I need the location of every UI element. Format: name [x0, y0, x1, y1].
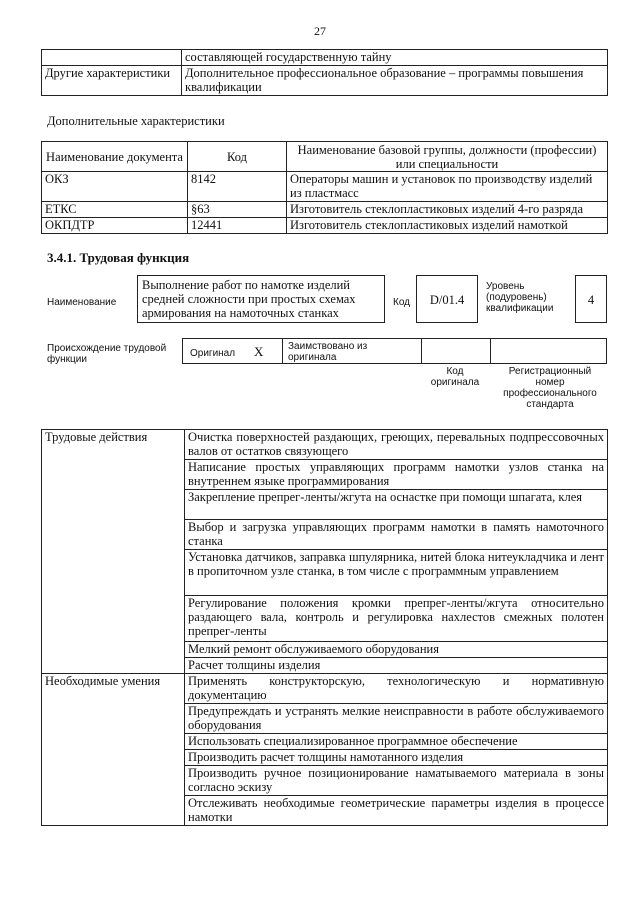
skills-label: Необходимые умения — [42, 674, 185, 826]
skill-item: Производить расчет толщины намотанного изделия — [185, 750, 608, 766]
code-original-caption: Код оригинала — [430, 366, 480, 388]
doc-cell: Изготовитель стеклопластиковых изделий 4-го разряда — [287, 202, 608, 218]
doc-header-name: Наименование документа — [42, 142, 188, 172]
doc-header-code: Код — [188, 142, 287, 172]
origin-divider-3 — [490, 338, 491, 364]
top-row-value: составляющей государственную тайну — [182, 50, 608, 66]
origin-divider-1 — [282, 338, 283, 364]
function-code-label: Код — [393, 297, 411, 308]
origin-label: Происхождение трудовой функции — [47, 343, 167, 365]
level-value: 4 — [587, 293, 595, 307]
other-characteristics-label: Другие характеристики — [42, 66, 182, 96]
level-box — [575, 275, 607, 323]
doc-cell: §63 — [188, 202, 287, 218]
skill-item: Применять конструкторскую, технологическую и нормативную документацию — [185, 674, 608, 704]
doc-cell: 12441 — [188, 218, 287, 234]
level-label: Уровень (подуровень) квалификации — [486, 281, 554, 314]
labor-action: Установка датчиков, заправка шпулярника, нитей блока нитеукладчика и лент в пропиточном узле станка, в том числе с программным управлением — [185, 550, 608, 596]
section-title: 3.4.1. Трудовая функция — [47, 250, 190, 265]
page-number: 27 — [314, 24, 326, 38]
doc-cell: ЕТКС — [42, 202, 188, 218]
function-name-label: Наименование — [47, 297, 117, 308]
labor-action: Расчет толщины изделия — [185, 658, 608, 674]
reg-number-caption: Регистрационный номер профессионального стандарта — [503, 366, 597, 410]
doc-header-group: Наименование базовой группы, должности (профессии) или специальности — [287, 142, 608, 172]
doc-cell: ОКЗ — [42, 172, 188, 202]
documents-table — [41, 141, 608, 234]
origin-divider-2 — [421, 338, 422, 364]
borrowed-label: Заимствовано из оригинала — [288, 341, 368, 363]
function-name-box — [137, 275, 385, 323]
doc-cell: Операторы машин и установок по производству изделий из пластмасс — [287, 172, 608, 202]
doc-cell: 8142 — [188, 172, 287, 202]
labor-action: Мелкий ремонт обслуживаемого оборудования — [185, 642, 608, 658]
function-name: Выполнение работ по намотке изделий средней сложности при простых схемах армирования на намоточных станках — [142, 278, 356, 320]
labor-action: Очистка поверхностей раздающих, греющих, перевальных подпрессовочных валов от остатков связующего — [185, 430, 608, 460]
top-row-label — [42, 50, 182, 66]
skill-item: Предупреждать и устранять мелкие неисправности в работе обслуживаемого оборудования — [185, 704, 608, 734]
labor-action: Выбор и загрузка управляющих программ намотки в память намоточного станка — [185, 520, 608, 550]
other-characteristics-value: Дополнительное профессиональное образование – программы повышения квалификации — [182, 66, 608, 96]
skill-item: Производить ручное позиционирование наматываемого материала в зоны согласно эскизу — [185, 766, 608, 796]
labor-action: Написание простых управляющих программ намотки узлов станка на внутреннем языке программирования — [185, 460, 608, 490]
original-mark: X — [254, 344, 264, 359]
labor-action: Регулирование положения кромки препрег-ленты/жгута относительно раздающего вала, контроль и регулировка нахлестов смежных полотен препрег-ленты — [185, 596, 608, 642]
labor-actions-label: Трудовые действия — [42, 430, 185, 674]
skill-item: Использовать специализированное программное обеспечение — [185, 734, 608, 750]
labor-actions-table — [41, 429, 608, 826]
function-code-box — [416, 275, 478, 323]
skill-item: Отслеживать необходимые геометрические параметры изделия в процессе намотки — [185, 796, 608, 826]
additional-characteristics-heading: Дополнительные характеристики — [47, 114, 225, 128]
function-code: D/01.4 — [429, 293, 465, 307]
doc-cell: Изготовитель стеклопластиковых изделий намоткой — [287, 218, 608, 234]
top-characteristics-table — [41, 49, 608, 96]
original-label: Оригинал — [190, 348, 236, 359]
doc-cell: ОКПДТР — [42, 218, 188, 234]
labor-action: Закрепление препрег-ленты/жгута на оснастке при помощи шпагата, клея — [185, 490, 608, 520]
